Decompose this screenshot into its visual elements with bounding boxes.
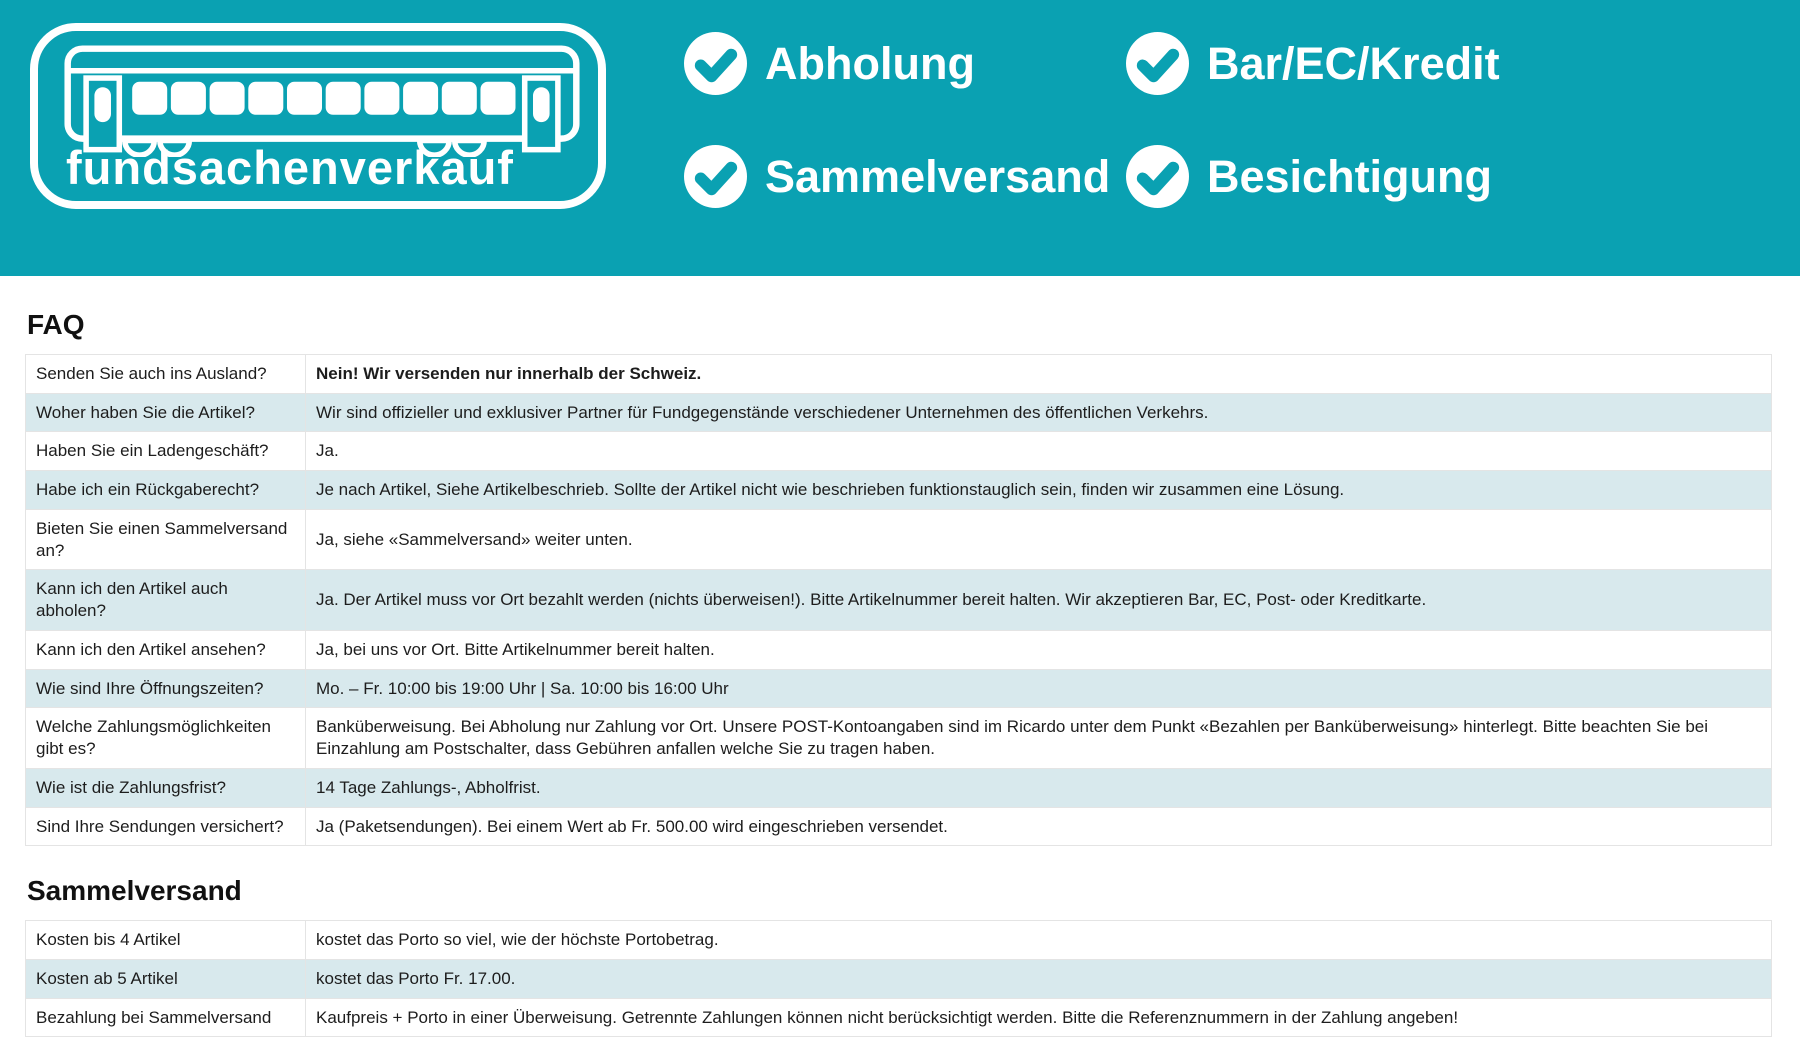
answer-cell: kostet das Porto so viel, wie der höchste Portobetrag. bbox=[306, 921, 1772, 960]
table-row bbox=[26, 807, 1772, 846]
faq-section-title: FAQ bbox=[27, 309, 85, 340]
answer-cell: Kaufpreis + Porto in einer Überweisung. Getrennte Zahlungen können nicht berücksichtigt werden. Bitte die Referenznummern in der Zahlung angeben! bbox=[306, 998, 1772, 1037]
question-cell: Kann ich den Artikel auch abholen? bbox=[26, 570, 306, 631]
answer-cell: Ja. Der Artikel muss vor Ort bezahlt werden (nichts überweisen!). Bitte Artikelnummer bereit halten. Wir akzeptieren Bar, EC, Post- oder Kreditkarte. bbox=[306, 570, 1772, 631]
answer-cell: Je nach Artikel, Siehe Artikelbeschrieb. Sollte der Artikel nicht wie beschrieben funktionstauglich sein, finden wir zusammen eine Lösung. bbox=[306, 471, 1772, 510]
table-row bbox=[26, 959, 1772, 998]
question-cell: Welche Zahlungsmöglichkeiten gibt es? bbox=[26, 708, 306, 769]
answer-cell: Ja, bei uns vor Ort. Bitte Artikelnummer bereit halten. bbox=[306, 630, 1772, 669]
answer-cell: kostet das Porto Fr. 17.00. bbox=[306, 959, 1772, 998]
feature-label: Bar/EC/Kredit bbox=[1207, 38, 1500, 89]
sammelversand-table bbox=[25, 920, 1772, 1037]
answer-cell: Wir sind offizieller und exklusiver Partner für Fundgegenstände verschiedener Unternehmen des öffentlichen Verkehrs. bbox=[306, 393, 1772, 432]
answer-cell: Mo. – Fr. 10:00 bis 19:00 Uhr | Sa. 10:00 bis 16:00 Uhr bbox=[306, 669, 1772, 708]
table-row bbox=[26, 630, 1772, 669]
feature-label: Besichtigung bbox=[1207, 151, 1493, 202]
table-row bbox=[26, 509, 1772, 570]
answer-cell: Ja (Paketsendungen). Bei einem Wert ab Fr. 500.00 wird eingeschrieben versendet. bbox=[306, 807, 1772, 846]
table-row bbox=[26, 669, 1772, 708]
checkmark-icon bbox=[1126, 145, 1189, 208]
shop-logo bbox=[30, 23, 606, 209]
question-cell: Wie sind Ihre Öffnungszeiten? bbox=[26, 669, 306, 708]
table-row bbox=[26, 921, 1772, 960]
table-row bbox=[26, 432, 1772, 471]
feature-sammelversand bbox=[684, 145, 1110, 208]
sammelversand-section-title: Sammelversand bbox=[27, 875, 242, 907]
question-cell: Haben Sie ein Ladengeschäft? bbox=[26, 432, 306, 471]
table-row bbox=[26, 998, 1772, 1037]
checkmark-icon bbox=[684, 32, 747, 95]
faq-table bbox=[25, 354, 1772, 847]
answer-cell: Banküberweisung. Bei Abholung nur Zahlung vor Ort. Unsere POST-Kontoangaben sind im Ricardo unter dem Punkt «Bezahlen per Banküberweisung» hinterlegt. Bitte beachten Sie bei Einzahlung am Postschalter, dass Gebühren anfallen welche Sie zu tragen haben. bbox=[306, 708, 1772, 769]
question-cell: Habe ich ein Rückgaberecht? bbox=[26, 471, 306, 510]
checkmark-icon bbox=[1126, 32, 1189, 95]
feature-bar-ec-kredit bbox=[1126, 32, 1500, 95]
question-cell: Woher haben Sie die Artikel? bbox=[26, 393, 306, 432]
question-cell: Wie ist die Zahlungsfrist? bbox=[26, 768, 306, 807]
feature-besichtigung bbox=[1126, 145, 1492, 208]
answer-cell: 14 Tage Zahlungs-, Abholfrist. bbox=[306, 768, 1772, 807]
table-row bbox=[26, 570, 1772, 631]
question-cell: Bieten Sie einen Sammelversand an? bbox=[26, 509, 306, 570]
question-cell: Bezahlung bei Sammelversand bbox=[26, 998, 306, 1037]
answer-cell: Nein! Wir versenden nur innerhalb der Schweiz. bbox=[306, 354, 1772, 393]
feature-abholung bbox=[684, 32, 975, 95]
table-row bbox=[26, 708, 1772, 769]
checkmark-icon bbox=[684, 145, 747, 208]
header-banner bbox=[0, 0, 1800, 276]
question-cell: Sind Ihre Sendungen versichert? bbox=[26, 807, 306, 846]
table-row bbox=[26, 471, 1772, 510]
feature-label: Abholung bbox=[765, 38, 975, 89]
table-row bbox=[26, 768, 1772, 807]
shop-logo-text: fundsachenverkauf bbox=[66, 141, 514, 194]
question-cell: Kosten ab 5 Artikel bbox=[26, 959, 306, 998]
answer-cell: Ja, siehe «Sammelversand» weiter unten. bbox=[306, 509, 1772, 570]
question-cell: Kosten bis 4 Artikel bbox=[26, 921, 306, 960]
feature-label: Sammelversand bbox=[765, 151, 1111, 202]
question-cell: Kann ich den Artikel ansehen? bbox=[26, 630, 306, 669]
table-row bbox=[26, 354, 1772, 393]
answer-cell: Ja. bbox=[306, 432, 1772, 471]
table-row bbox=[26, 393, 1772, 432]
content-area bbox=[0, 310, 1800, 1037]
question-cell: Senden Sie auch ins Ausland? bbox=[26, 354, 306, 393]
